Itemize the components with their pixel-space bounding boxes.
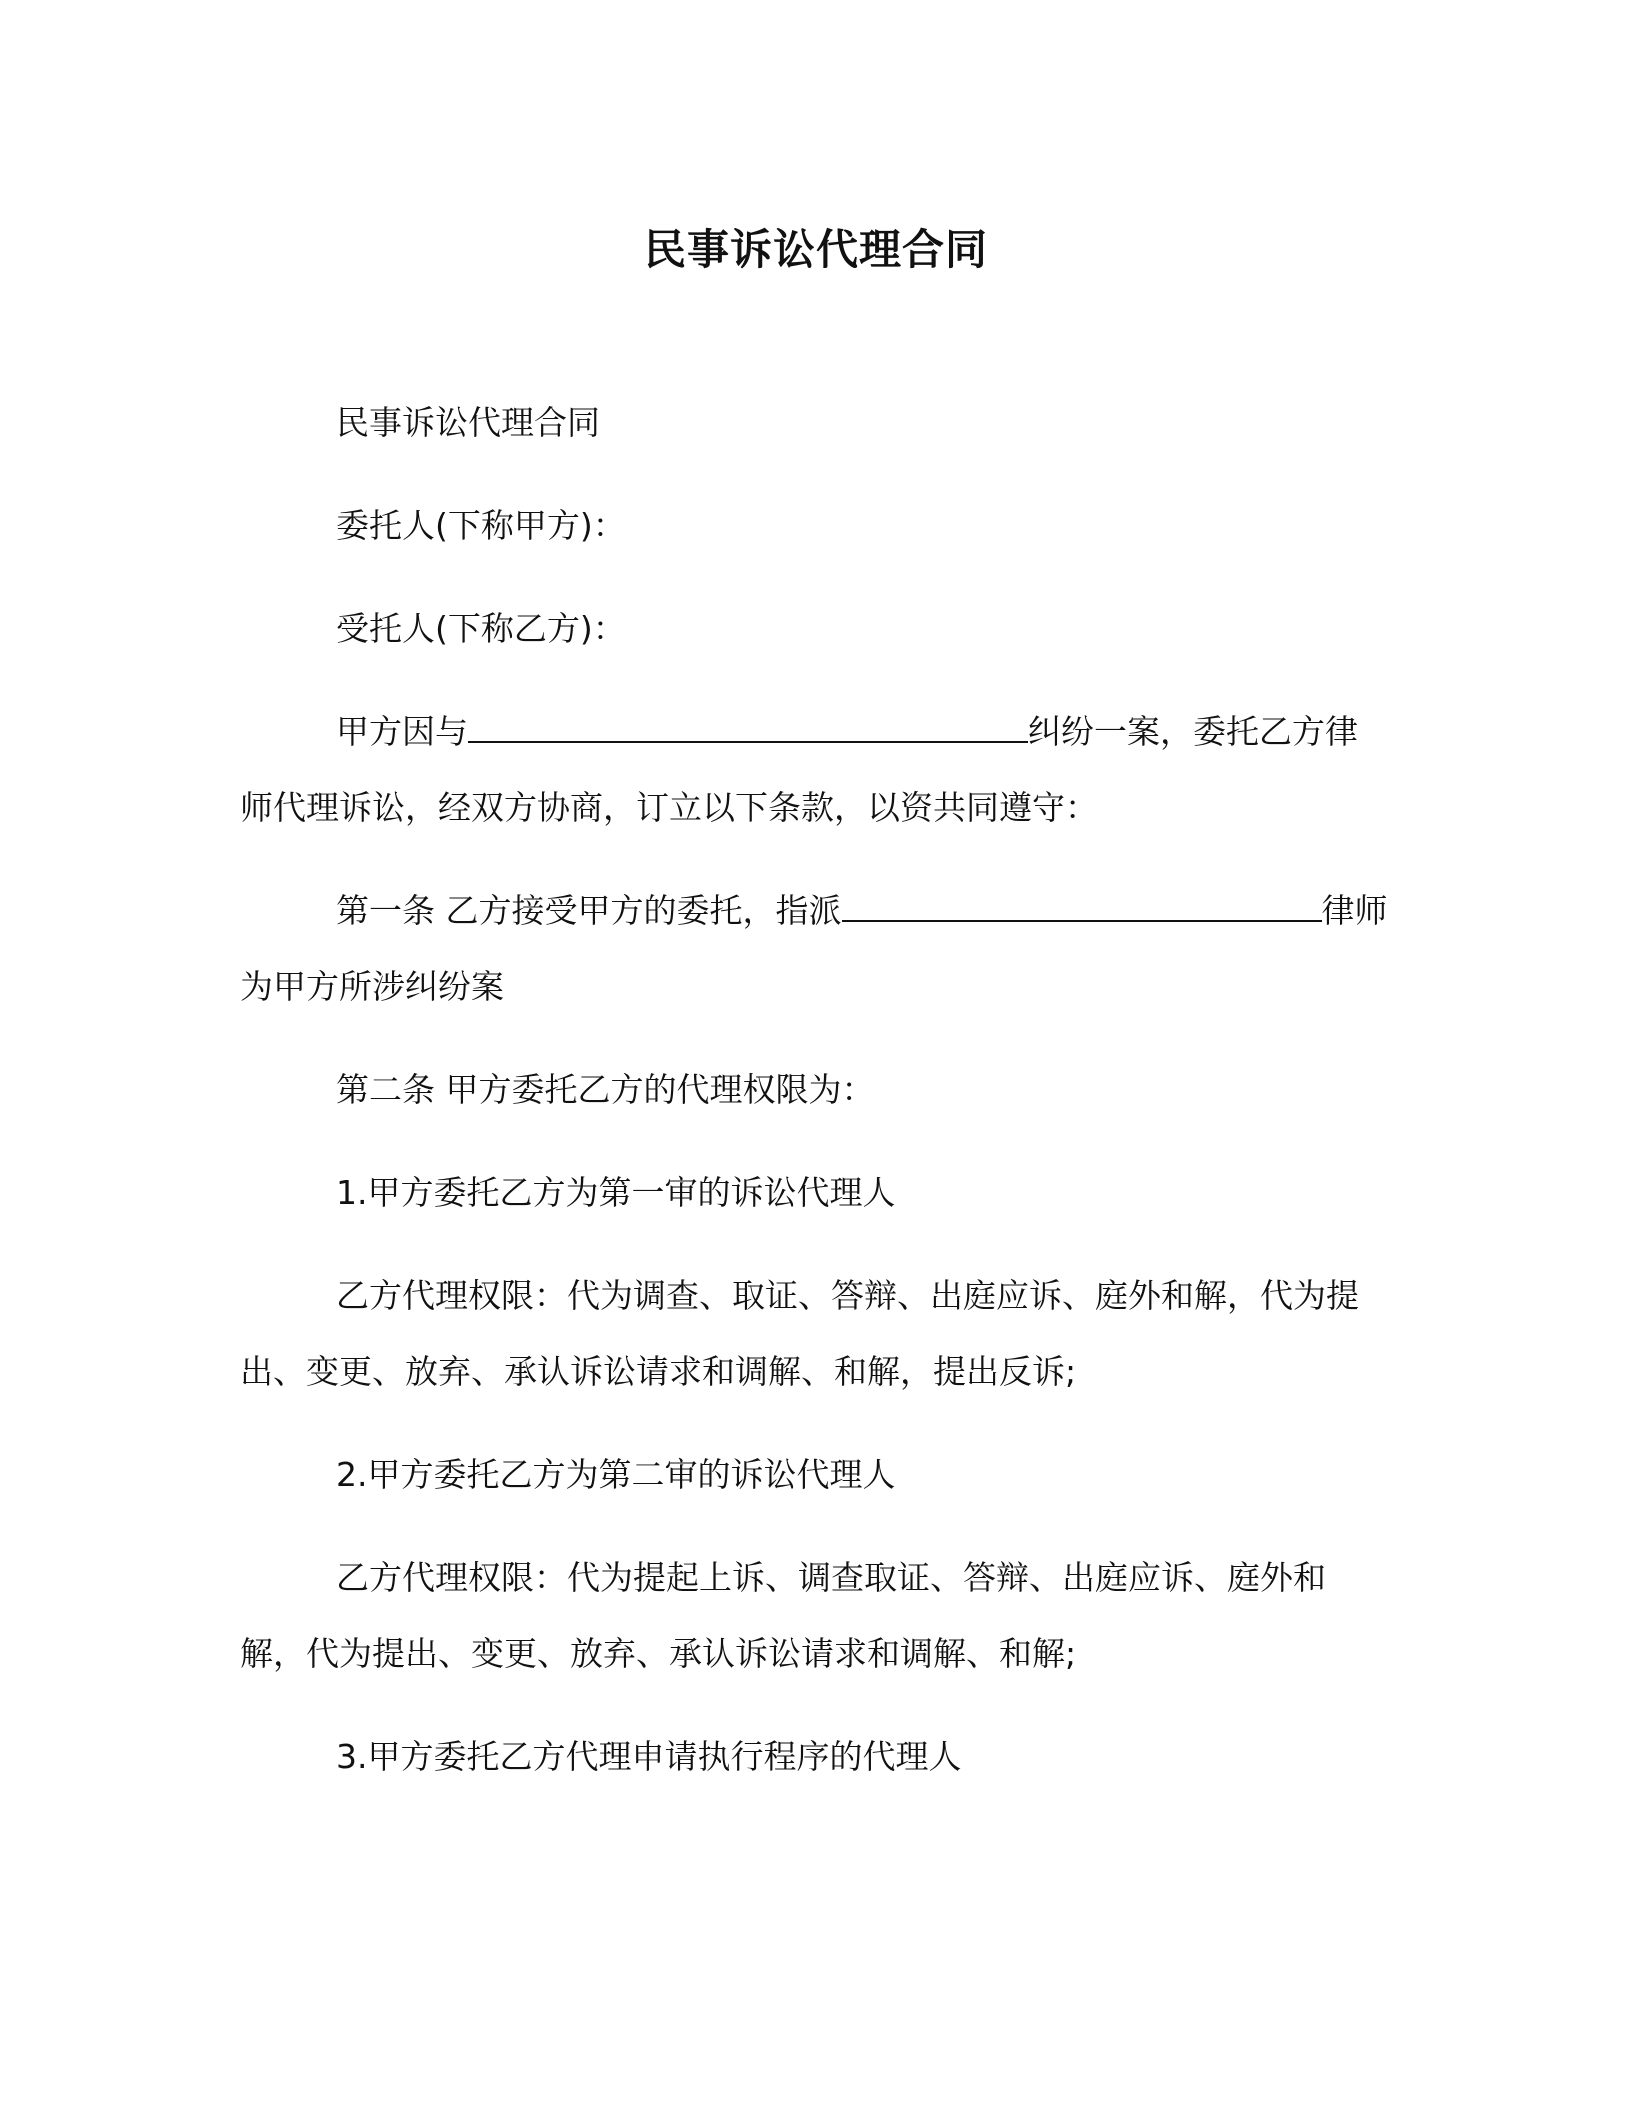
contract-heading: 民事诉讼代理合同 (336, 403, 600, 442)
principal-line: 委托人(下称甲方)： (336, 506, 626, 545)
dispute-party-blank (468, 705, 1028, 743)
article-one-tail: 律师为甲方所涉纠纷案 (240, 891, 1388, 1006)
first-instance-item: 1.甲方委托乙方为第一审的诉讼代理人 (336, 1173, 896, 1212)
case-description-lead: 甲方因与 (336, 712, 468, 751)
first-instance-authority: 乙方代理权限：代为调查、取证、答辩、出庭应诉、庭外和解，代为提出、变更、放弃、承认诉讼请求和调解、和解，提出反诉; (240, 1276, 1359, 1391)
document-title: 民事诉讼代理合同 (643, 225, 988, 274)
article-two-heading: 第二条 甲方委托乙方的代理权限为： (336, 1070, 875, 1109)
second-instance-item: 2.甲方委托乙方为第二审的诉讼代理人 (336, 1455, 896, 1494)
lawyer-name-blank (842, 884, 1322, 922)
case-description-paragraph (240, 694, 1390, 846)
document-body (240, 385, 1390, 1822)
execution-procedure-item: 3.甲方委托乙方代理申请执行程序的代理人 (336, 1737, 962, 1776)
second-instance-authority: 乙方代理权限：代为提起上诉、调查取证、答辩、出庭应诉、庭外和解，代为提出、变更、放弃、承认诉讼请求和调解、和解; (240, 1558, 1326, 1673)
case-description-tail: 纠纷一案，委托乙方律师代理诉讼，经双方协商，订立以下条款，以资共同遵守： (240, 712, 1358, 827)
article-one-paragraph (240, 873, 1390, 1025)
article-one-lead: 第一条 乙方接受甲方的委托，指派 (336, 891, 842, 930)
agent-line: 受托人(下称乙方)： (336, 609, 626, 648)
